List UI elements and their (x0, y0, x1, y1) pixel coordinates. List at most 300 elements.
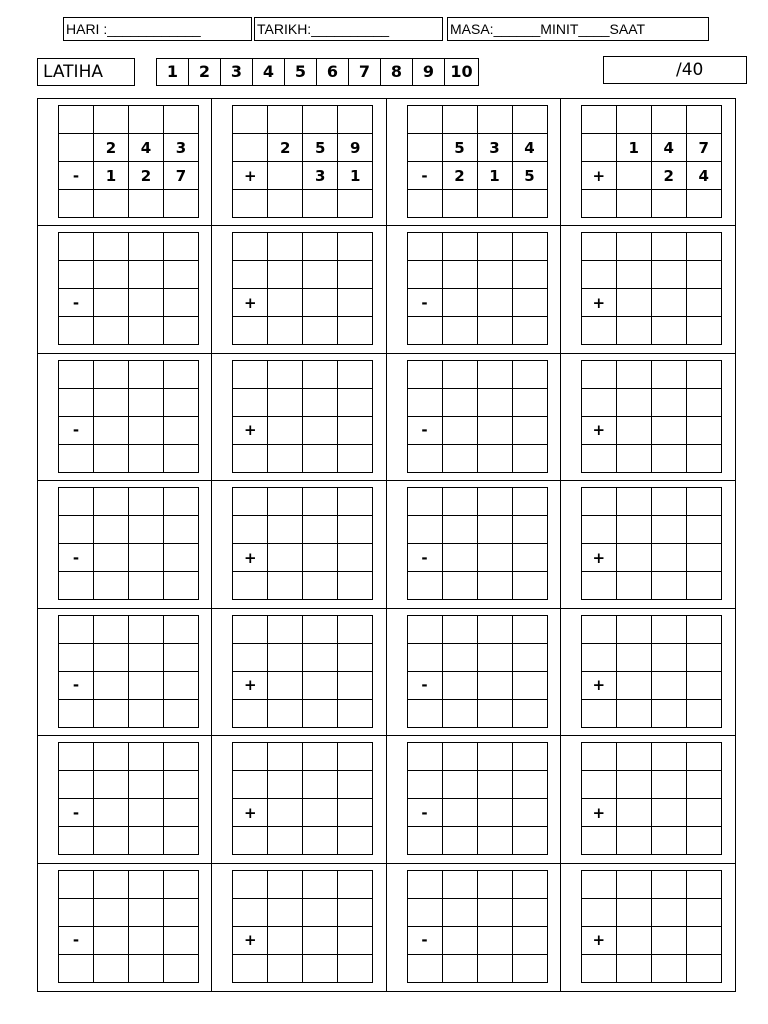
carry-cell[interactable] (338, 360, 373, 388)
answer-cell[interactable] (129, 827, 164, 855)
second-number-digit (338, 289, 373, 317)
problem-cell (387, 736, 561, 863)
carry-cell[interactable] (268, 615, 303, 643)
answer-cell[interactable] (94, 317, 129, 345)
answer-cell[interactable] (581, 190, 616, 218)
blank-cell (581, 516, 616, 544)
answer-cell[interactable] (407, 827, 442, 855)
operator-sign: - (59, 289, 94, 317)
answer-cell[interactable] (581, 954, 616, 982)
carry-cell[interactable] (164, 615, 199, 643)
answer-cell[interactable] (233, 699, 268, 727)
carry-cell[interactable] (268, 488, 303, 516)
answer-cell[interactable] (59, 699, 94, 727)
blank-cell (233, 261, 268, 289)
carry-cell[interactable] (407, 233, 442, 261)
first-number-digit (268, 261, 303, 289)
carry-cell[interactable] (338, 743, 373, 771)
first-number-digit (94, 898, 129, 926)
answer-cell[interactable] (442, 827, 477, 855)
carry-cell[interactable] (477, 360, 512, 388)
answer-cell[interactable] (616, 317, 651, 345)
answer-cell[interactable] (59, 954, 94, 982)
carry-cell[interactable] (59, 615, 94, 643)
carry-cell[interactable] (338, 615, 373, 643)
masa-field[interactable]: MASA:______MINIT____SAAT (447, 17, 709, 41)
answer-cell[interactable] (164, 827, 199, 855)
second-number-digit (303, 544, 338, 572)
carry-cell[interactable] (512, 743, 547, 771)
carry-cell[interactable] (651, 743, 686, 771)
answer-cell[interactable] (338, 317, 373, 345)
answer-cell[interactable] (616, 572, 651, 600)
carry-cell[interactable] (442, 106, 477, 134)
carry-cell[interactable] (442, 743, 477, 771)
second-number-digit (94, 416, 129, 444)
answer-cell[interactable] (268, 954, 303, 982)
answer-cell[interactable] (477, 827, 512, 855)
carry-cell[interactable] (407, 743, 442, 771)
operator-sign: + (233, 926, 268, 954)
answer-cell[interactable] (233, 827, 268, 855)
answer-cell[interactable] (512, 444, 547, 472)
carry-cell[interactable] (303, 360, 338, 388)
carry-cell[interactable] (686, 106, 721, 134)
carry-cell[interactable] (442, 360, 477, 388)
carry-cell[interactable] (581, 488, 616, 516)
carry-cell[interactable] (233, 233, 268, 261)
carry-cell[interactable] (338, 488, 373, 516)
answer-cell[interactable] (129, 954, 164, 982)
answer-cell[interactable] (581, 572, 616, 600)
carry-cell[interactable] (338, 870, 373, 898)
problem-cell (561, 609, 735, 736)
answer-cell[interactable] (581, 699, 616, 727)
carry-cell[interactable] (164, 233, 199, 261)
answer-cell[interactable] (581, 827, 616, 855)
carry-cell[interactable] (581, 743, 616, 771)
carry-cell[interactable] (686, 488, 721, 516)
carry-cell[interactable] (268, 870, 303, 898)
answer-cell[interactable] (651, 190, 686, 218)
carry-cell[interactable] (233, 615, 268, 643)
answer-cell[interactable] (268, 572, 303, 600)
answer-cell[interactable] (338, 954, 373, 982)
blank-cell (59, 643, 94, 671)
answer-cell[interactable] (338, 190, 373, 218)
answer-cell[interactable] (442, 317, 477, 345)
carry-cell[interactable] (442, 870, 477, 898)
answer-cell[interactable] (94, 190, 129, 218)
answer-cell[interactable] (268, 190, 303, 218)
answer-cell[interactable] (407, 699, 442, 727)
carry-cell[interactable] (233, 360, 268, 388)
answer-cell[interactable] (268, 317, 303, 345)
first-number-digit: 2 (268, 134, 303, 162)
first-number-digit: 2 (94, 134, 129, 162)
carry-cell[interactable] (164, 360, 199, 388)
second-number-digit (651, 799, 686, 827)
problem-cell (387, 99, 561, 226)
exercise-number-6[interactable]: 6 (317, 59, 349, 85)
answer-cell[interactable] (581, 317, 616, 345)
carry-cell[interactable] (268, 743, 303, 771)
first-number-digit (129, 771, 164, 799)
carry-cell[interactable] (338, 233, 373, 261)
answer-cell[interactable] (616, 444, 651, 472)
answer-cell[interactable] (303, 190, 338, 218)
answer-cell[interactable] (268, 699, 303, 727)
exercise-number-2[interactable]: 2 (189, 59, 221, 85)
carry-cell[interactable] (303, 615, 338, 643)
first-number-digit (651, 643, 686, 671)
carry-cell[interactable] (268, 233, 303, 261)
first-number-digit: 1 (616, 134, 651, 162)
answer-cell[interactable] (59, 572, 94, 600)
exercise-number-7[interactable]: 7 (349, 59, 381, 85)
answer-cell[interactable] (512, 699, 547, 727)
second-number-digit: 1 (477, 162, 512, 190)
carry-cell[interactable] (129, 488, 164, 516)
problem-cell (212, 354, 386, 481)
second-number-digit (477, 289, 512, 317)
answer-cell[interactable] (581, 444, 616, 472)
carry-cell[interactable] (59, 106, 94, 134)
answer-cell[interactable] (233, 954, 268, 982)
exercise-number-1[interactable]: 1 (157, 59, 189, 85)
operator-sign: - (407, 926, 442, 954)
problem-cell (561, 354, 735, 481)
answer-cell[interactable] (164, 317, 199, 345)
carry-cell[interactable] (616, 615, 651, 643)
carry-cell[interactable] (407, 615, 442, 643)
operator-sign: + (581, 671, 616, 699)
answer-cell[interactable] (303, 827, 338, 855)
carry-cell[interactable] (94, 233, 129, 261)
answer-cell[interactable] (512, 190, 547, 218)
answer-cell[interactable] (407, 444, 442, 472)
first-number-digit (268, 516, 303, 544)
answer-cell[interactable] (94, 699, 129, 727)
answer-cell[interactable] (338, 572, 373, 600)
answer-cell[interactable] (686, 699, 721, 727)
answer-cell[interactable] (233, 190, 268, 218)
answer-cell[interactable] (442, 699, 477, 727)
answer-cell[interactable] (651, 317, 686, 345)
carry-cell[interactable] (129, 360, 164, 388)
first-number-digit (512, 898, 547, 926)
answer-cell[interactable] (164, 190, 199, 218)
carry-cell[interactable] (512, 360, 547, 388)
exercise-number-3[interactable]: 3 (221, 59, 253, 85)
answer-cell[interactable] (303, 444, 338, 472)
second-number-digit (268, 926, 303, 954)
carry-cell[interactable] (616, 233, 651, 261)
blank-cell (407, 643, 442, 671)
problem-grid (58, 360, 199, 473)
latiha-label: LATIHA (37, 58, 135, 86)
carry-cell[interactable] (686, 743, 721, 771)
problem-grid (58, 615, 199, 728)
answer-cell[interactable] (59, 317, 94, 345)
answer-cell[interactable] (129, 317, 164, 345)
answer-cell[interactable] (407, 317, 442, 345)
answer-cell[interactable] (651, 444, 686, 472)
answer-cell[interactable] (442, 190, 477, 218)
answer-cell[interactable] (233, 317, 268, 345)
operator-sign: + (581, 926, 616, 954)
carry-cell[interactable] (129, 615, 164, 643)
carry-cell[interactable] (616, 360, 651, 388)
carry-cell[interactable] (303, 233, 338, 261)
answer-cell[interactable] (94, 572, 129, 600)
carry-cell[interactable] (94, 743, 129, 771)
exercise-number-5[interactable]: 5 (285, 59, 317, 85)
carry-cell[interactable] (407, 870, 442, 898)
answer-cell[interactable] (686, 572, 721, 600)
answer-cell[interactable] (129, 572, 164, 600)
first-number-digit (442, 388, 477, 416)
answer-cell[interactable] (686, 954, 721, 982)
answer-cell[interactable] (164, 954, 199, 982)
carry-cell[interactable] (129, 233, 164, 261)
hari-field[interactable]: HARI :____________ (63, 17, 252, 41)
carry-cell[interactable] (512, 870, 547, 898)
second-number-digit (268, 671, 303, 699)
carry-cell[interactable] (442, 488, 477, 516)
answer-cell[interactable] (651, 827, 686, 855)
second-number-digit (686, 926, 721, 954)
answer-cell[interactable] (303, 572, 338, 600)
answer-cell[interactable] (442, 954, 477, 982)
answer-cell[interactable] (303, 699, 338, 727)
answer-cell[interactable] (477, 317, 512, 345)
second-number-digit (651, 544, 686, 572)
second-number-digit (94, 799, 129, 827)
operator-sign: + (233, 671, 268, 699)
carry-cell[interactable] (94, 870, 129, 898)
answer-cell[interactable] (59, 190, 94, 218)
exercise-number-10[interactable]: 10 (445, 59, 479, 85)
carry-cell[interactable] (651, 488, 686, 516)
problem-cell (561, 99, 735, 226)
carry-cell[interactable] (651, 233, 686, 261)
carry-cell[interactable] (164, 488, 199, 516)
carry-cell[interactable] (581, 106, 616, 134)
carry-cell[interactable] (164, 106, 199, 134)
problem-grid (58, 742, 199, 855)
answer-cell[interactable] (233, 572, 268, 600)
carry-cell[interactable] (233, 743, 268, 771)
answer-cell[interactable] (164, 444, 199, 472)
carry-cell[interactable] (686, 615, 721, 643)
first-number-digit (442, 261, 477, 289)
carry-cell[interactable] (442, 233, 477, 261)
second-number-digit (94, 289, 129, 317)
problem-cell (38, 99, 212, 226)
answer-cell[interactable] (268, 444, 303, 472)
second-number-digit (303, 671, 338, 699)
first-number-digit (94, 643, 129, 671)
carry-cell[interactable] (59, 360, 94, 388)
carry-cell[interactable] (581, 233, 616, 261)
first-number-digit: 7 (686, 134, 721, 162)
carry-cell[interactable] (616, 743, 651, 771)
carry-cell[interactable] (442, 615, 477, 643)
tarikh-field[interactable]: TARIKH:__________ (254, 17, 443, 41)
answer-cell[interactable] (94, 954, 129, 982)
answer-cell[interactable] (442, 444, 477, 472)
carry-cell[interactable] (407, 360, 442, 388)
carry-cell[interactable] (651, 106, 686, 134)
operator-sign: - (59, 799, 94, 827)
answer-cell[interactable] (303, 954, 338, 982)
carry-cell[interactable] (129, 743, 164, 771)
answer-cell[interactable] (338, 699, 373, 727)
first-number-digit: 3 (164, 134, 199, 162)
carry-cell[interactable] (94, 106, 129, 134)
carry-cell[interactable] (303, 106, 338, 134)
carry-cell[interactable] (651, 360, 686, 388)
carry-cell[interactable] (164, 870, 199, 898)
answer-cell[interactable] (512, 317, 547, 345)
operator-sign: - (407, 416, 442, 444)
answer-cell[interactable] (407, 954, 442, 982)
carry-cell[interactable] (59, 233, 94, 261)
problem-cell (212, 226, 386, 353)
carry-cell[interactable] (233, 106, 268, 134)
first-number-digit (512, 771, 547, 799)
second-number-digit (303, 289, 338, 317)
answer-cell[interactable] (686, 444, 721, 472)
exercise-number-4[interactable]: 4 (253, 59, 285, 85)
answer-cell[interactable] (164, 572, 199, 600)
carry-cell[interactable] (477, 870, 512, 898)
carry-cell[interactable] (233, 870, 268, 898)
first-number-digit (686, 771, 721, 799)
answer-cell[interactable] (512, 954, 547, 982)
carry-cell[interactable] (651, 615, 686, 643)
carry-cell[interactable] (512, 233, 547, 261)
answer-cell[interactable] (129, 190, 164, 218)
carry-cell[interactable] (616, 488, 651, 516)
carry-cell[interactable] (407, 488, 442, 516)
carry-cell[interactable] (477, 488, 512, 516)
problem-grid (58, 232, 199, 345)
answer-cell[interactable] (686, 827, 721, 855)
answer-cell[interactable] (442, 572, 477, 600)
answer-cell[interactable] (651, 572, 686, 600)
carry-cell[interactable] (581, 360, 616, 388)
carry-cell[interactable] (477, 743, 512, 771)
second-number-digit (686, 544, 721, 572)
answer-cell[interactable] (268, 827, 303, 855)
answer-cell[interactable] (616, 190, 651, 218)
answer-cell[interactable] (477, 699, 512, 727)
answer-cell[interactable] (129, 444, 164, 472)
carry-cell[interactable] (686, 233, 721, 261)
carry-cell[interactable] (94, 488, 129, 516)
carry-cell[interactable] (616, 870, 651, 898)
carry-cell[interactable] (651, 870, 686, 898)
second-number-digit (338, 799, 373, 827)
problem-cell (387, 864, 561, 991)
answer-cell[interactable] (616, 954, 651, 982)
answer-cell[interactable] (94, 827, 129, 855)
carry-cell[interactable] (477, 615, 512, 643)
answer-cell[interactable] (129, 699, 164, 727)
carry-cell[interactable] (512, 106, 547, 134)
answer-cell[interactable] (338, 444, 373, 472)
carry-cell[interactable] (268, 106, 303, 134)
carry-cell[interactable] (303, 488, 338, 516)
carry-cell[interactable] (164, 743, 199, 771)
first-number-digit (616, 516, 651, 544)
answer-cell[interactable] (651, 699, 686, 727)
answer-cell[interactable] (512, 572, 547, 600)
exercise-number-8[interactable]: 8 (381, 59, 413, 85)
answer-cell[interactable] (164, 699, 199, 727)
answer-cell[interactable] (407, 572, 442, 600)
carry-cell[interactable] (94, 615, 129, 643)
answer-cell[interactable] (616, 827, 651, 855)
operator-sign: - (407, 162, 442, 190)
carry-cell[interactable] (303, 870, 338, 898)
carry-cell[interactable] (59, 870, 94, 898)
carry-cell[interactable] (407, 106, 442, 134)
answer-cell[interactable] (477, 444, 512, 472)
answer-cell[interactable] (338, 827, 373, 855)
carry-cell[interactable] (233, 488, 268, 516)
exercise-number-9[interactable]: 9 (413, 59, 445, 85)
carry-cell[interactable] (581, 870, 616, 898)
answer-cell[interactable] (512, 827, 547, 855)
answer-cell[interactable] (477, 190, 512, 218)
answer-cell[interactable] (477, 572, 512, 600)
answer-cell[interactable] (616, 699, 651, 727)
carry-cell[interactable] (59, 743, 94, 771)
answer-cell[interactable] (651, 954, 686, 982)
carry-cell[interactable] (581, 615, 616, 643)
answer-cell[interactable] (686, 317, 721, 345)
carry-cell[interactable] (268, 360, 303, 388)
carry-cell[interactable] (94, 360, 129, 388)
answer-cell[interactable] (477, 954, 512, 982)
answer-cell[interactable] (233, 444, 268, 472)
answer-cell[interactable] (59, 444, 94, 472)
carry-cell[interactable] (59, 488, 94, 516)
carry-cell[interactable] (129, 106, 164, 134)
answer-cell[interactable] (686, 190, 721, 218)
carry-cell[interactable] (477, 106, 512, 134)
carry-cell[interactable] (338, 106, 373, 134)
carry-cell[interactable] (512, 488, 547, 516)
answer-cell[interactable] (94, 444, 129, 472)
carry-cell[interactable] (616, 106, 651, 134)
carry-cell[interactable] (129, 870, 164, 898)
blank-cell (233, 898, 268, 926)
carry-cell[interactable] (686, 870, 721, 898)
answer-cell[interactable] (59, 827, 94, 855)
second-number-digit (616, 416, 651, 444)
answer-cell[interactable] (407, 190, 442, 218)
carry-cell[interactable] (303, 743, 338, 771)
carry-cell[interactable] (686, 360, 721, 388)
carry-cell[interactable] (512, 615, 547, 643)
second-number-digit (303, 799, 338, 827)
carry-cell[interactable] (477, 233, 512, 261)
answer-cell[interactable] (303, 317, 338, 345)
